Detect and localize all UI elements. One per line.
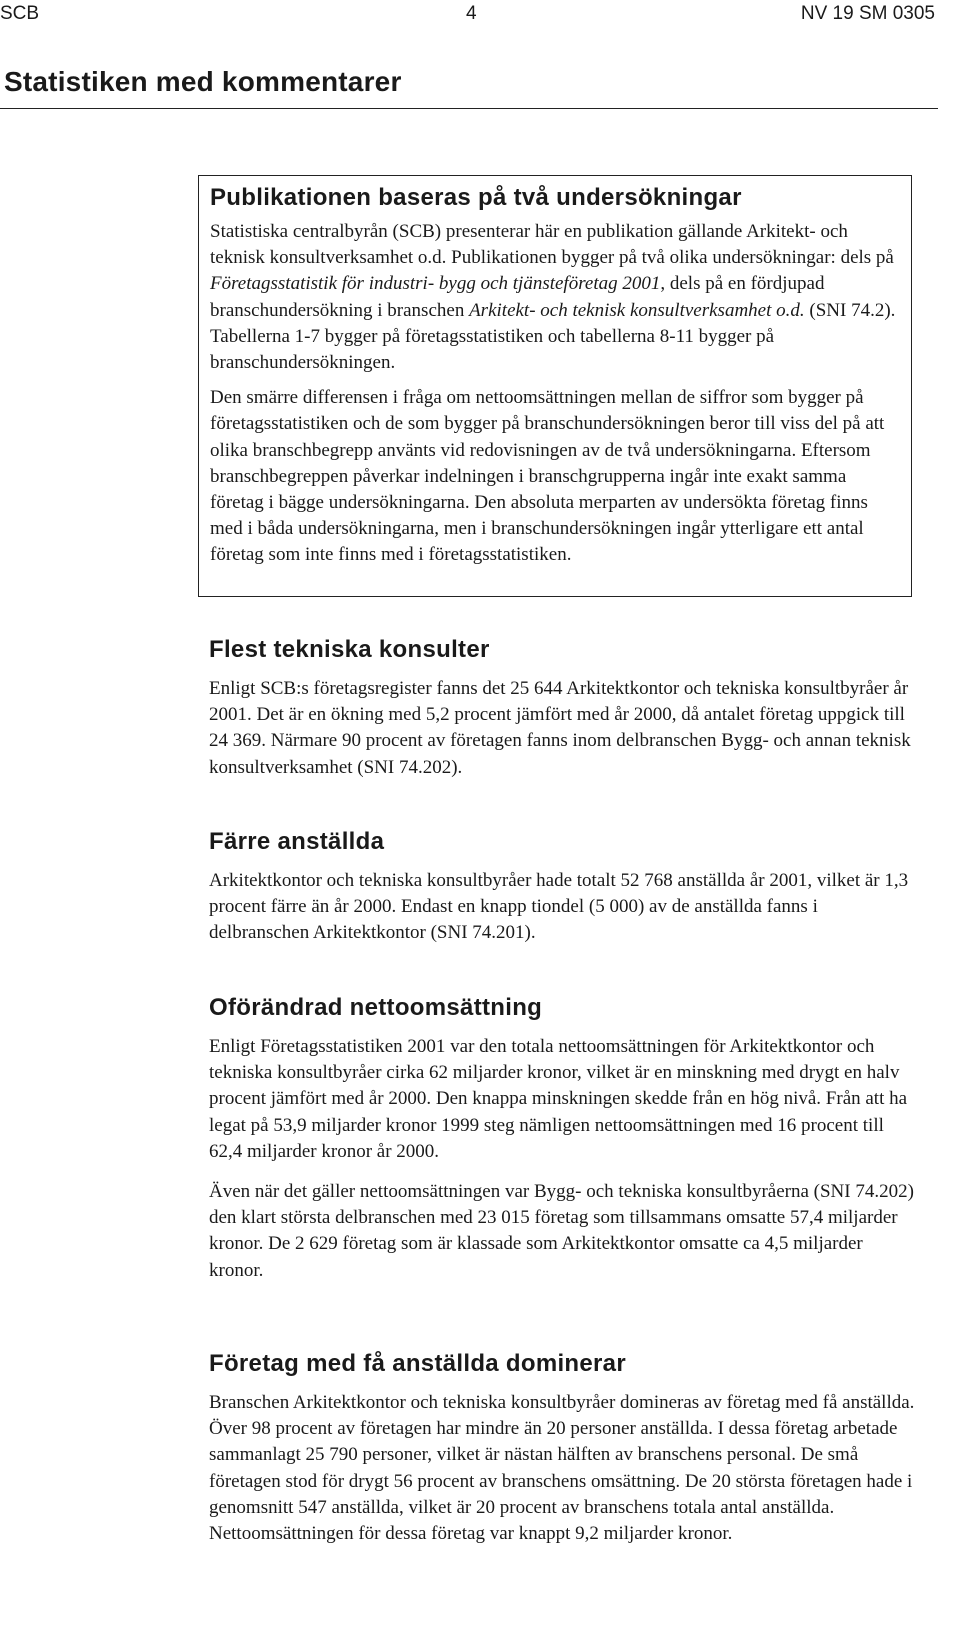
section-nettoomsattning [209, 994, 919, 1284]
section-heading: Flest tekniska konsulter [209, 636, 490, 663]
italic-publication-title: Företagsstatistik för industri- bygg och tjänsteföretag 2001 [210, 273, 661, 295]
info-box-heading: Publikationen baseras på två undersökningar [210, 184, 742, 211]
section-paragraph: Enligt Företagsstatistiken 2001 var den totala nettoomsättningen för Arkitektkontor och tekniska konsultbyråer cirka 62 miljarder kronor, vilket är en minskning med drygt en halv procent jämfört med år 2000. Den knappa minskningen skedde från en hög nivå. Från att ha legat på 53,9 miljarder kronor 1999 steg nämligen nettoomsättningen med 16 procent till 62,4 miljarder kronor år 2000. [209, 1036, 908, 1162]
report-code: NV 19 SM 0305 [800, 3, 935, 24]
section-anstallda [209, 828, 919, 947]
info-box [198, 175, 912, 597]
section-heading: Färre anställda [209, 828, 385, 855]
info-box-paragraph-1 [210, 219, 901, 376]
section-paragraph: Branschen Arkitektkontor och tekniska konsultbyråer domineras av företag med få anställda. Över 98 procent av företagen har mindre än 20 personer anställda. I dessa företag arbetade sammanlagt 25 790 personer, vilket är nästan hälften av branschens personal. De små företagen stod för drygt 56 procent av branschens omsättning. De 20 största företagen hade i genomsnitt 547 anställda, vilket är 20 procent av branschens totala antal anställda. Nettoomsättningen för dessa företag var knappt 9,2 miljarder kronor. [209, 1392, 915, 1545]
section-foretag [209, 1350, 919, 1547]
page-number: 4 [466, 3, 477, 24]
text-run: , dels på en fördjupad branschundersökning i branschen [210, 273, 825, 321]
text-run: (SNI 74.2). Tabellerna 1-7 bygger på företagsstatistiken och tabellerna 8-11 bygger på branschundersökningen. [210, 299, 896, 374]
header-left-label: SCB [0, 3, 40, 24]
page-title: Statistiken med kommentarer [4, 66, 402, 97]
text-run: Statistiska centralbyrån (SCB) presenterar här en publikation gällande Arkitekt- och teknisk konsultverksamhet o.d. Publikationen bygger på två olika undersökningar: dels på [210, 221, 894, 269]
section-paragraph: Arkitektkontor och tekniska konsultbyråer hade totalt 52 768 anställda år 2001, vilket är 1,3 procent färre än år 2000. Endast en knapp tiondel (5 000) av de anställda fanns i delbranschen Arkitektkontor (SNI 74.201). [209, 870, 909, 944]
section-paragraph: Enligt SCB:s företagsregister fanns det 25 644 Arkitektkontor och tekniska konsultbyråer år 2001. Det är en ökning med 5,2 procent jämfört med år 2000, då antalet företag uppgick till 24 369. Närmare 90 procent av företagen fanns inom delbranschen Bygg- och annan teknisk konsultverksamhet (SNI 74.202). [209, 678, 911, 778]
info-box-paragraph-2: Den smärre differensen i fråga om nettoomsättningen mellan de siffror som bygger på företagsstatistiken och de som bygger på branschundersökningen beror till viss del på att olika branschbegrepp använts vid redovisningen av de två undersökningarna. Eftersom branschbegreppen påverkar indelningen i branschgrupperna ingår inte exakt samma företag i bägge undersökningarna. Den absoluta merparten av undersökta företag finns med i båda undersökningarna, men i branschundersökningen ingår ytterligare ett antal företag som inte finns med i företagsstatistiken. [210, 387, 885, 566]
section-heading: Företag med få anställda dominerar [209, 1350, 626, 1377]
italic-branch-name: Arkitekt- och teknisk konsultverksamhet o.d. [469, 299, 805, 321]
section-konsulter [209, 636, 919, 781]
title-divider [0, 108, 938, 109]
section-heading: Oförändrad nettoomsättning [209, 994, 543, 1021]
section-paragraph: Även när det gäller nettoomsättningen var Bygg- och tekniska konsultbyråerna (SNI 74.202) den klart största delbranschen med 23 015 företag som tillsammans omsatte 57,4 miljarder kronor. De 2 629 företag som är klassade som Arkitektkontor omsatte ca 4,5 miljarder kronor. [209, 1181, 914, 1281]
